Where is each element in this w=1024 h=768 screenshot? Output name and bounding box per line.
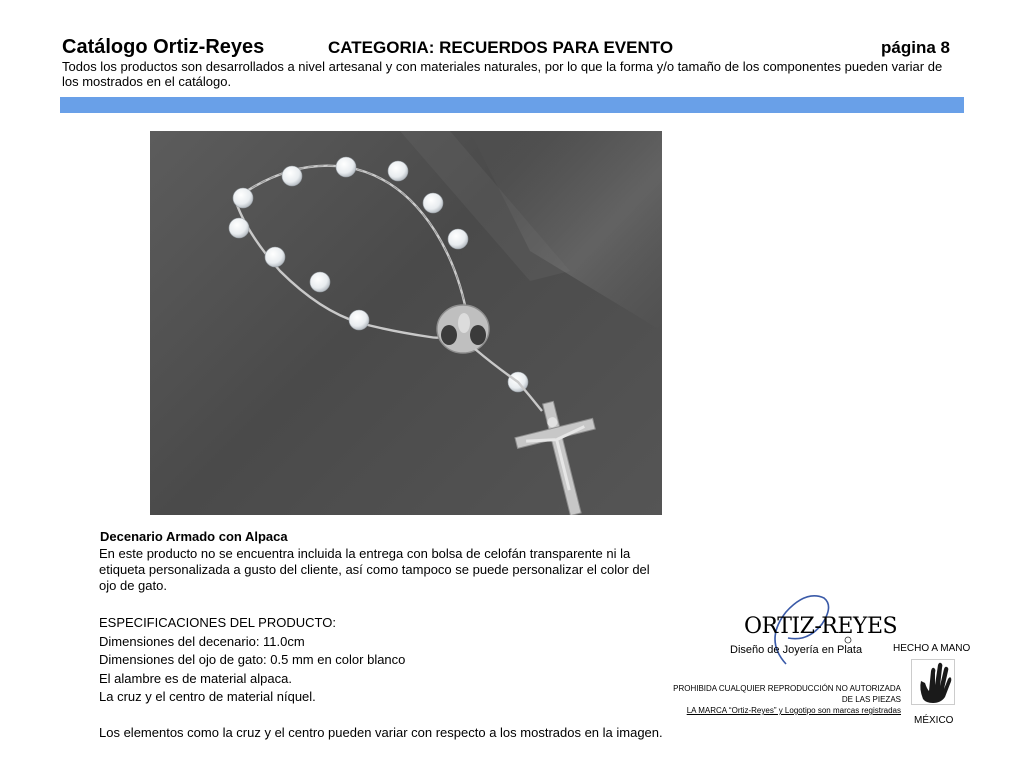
spec-item: El alambre es de material alpaca. <box>99 670 292 686</box>
header-divider-bar <box>60 97 964 113</box>
spec-item: La cruz y el centro de material níquel. <box>99 689 316 704</box>
legal-notice <box>673 683 901 716</box>
product-name: Decenario Armado con Alpaca <box>100 529 288 544</box>
product-specs <box>99 614 659 707</box>
spec-item: Dimensiones del decenario: 11.0cm <box>99 633 305 649</box>
intro-text: Todos los productos son desarrollados a nivel artesanal y con materiales naturales, por lo que la forma y/o tamaño de los componentes pueden variar de los mostrados en el catálogo. <box>62 59 943 89</box>
spec-item: Dimensiones del ojo de gato: 0.5 mm en color blanco <box>99 652 406 667</box>
product-notice: En este producto no se encuentra incluida la entrega con bolsa de celofán transparente ni la etiqueta personalizada a gusto del cliente, así como tampoco se puede personalizar el color del ojo de gato. <box>99 546 650 593</box>
legal-line: PROHIBIDA CUALQUIER REPRODUCCIÓN NO AUTORIZADA <box>673 684 901 693</box>
trademark-line: LA MARCA “Ortiz-Reyes” y Logotipo son marcas registradas <box>686 706 901 715</box>
handprint-icon <box>911 659 955 705</box>
handmade-label: HECHO A MANO <box>893 643 971 654</box>
logo-tagline: Diseño de Joyería en Plata <box>730 644 863 656</box>
legal-line: DE LAS PIEZAS <box>841 695 901 704</box>
closing-note: Los elementos como la cruz y el centro pueden variar con respecto a los mostrados en la imagen. <box>99 725 663 740</box>
specs-title: ESPECIFICACIONES DEL PRODUCTO: <box>99 615 336 630</box>
product-photo <box>150 131 662 515</box>
catalog-title: Catálogo Ortiz-Reyes <box>62 36 265 58</box>
brand-logo <box>728 590 898 670</box>
category-heading: CATEGORIA: RECUERDOS PARA EVENTO <box>328 38 674 57</box>
country-label: MÉXICO <box>914 715 954 726</box>
page-number: página 8 <box>881 38 950 57</box>
logo-wordmark: ORTIZ-REYES <box>744 614 898 639</box>
